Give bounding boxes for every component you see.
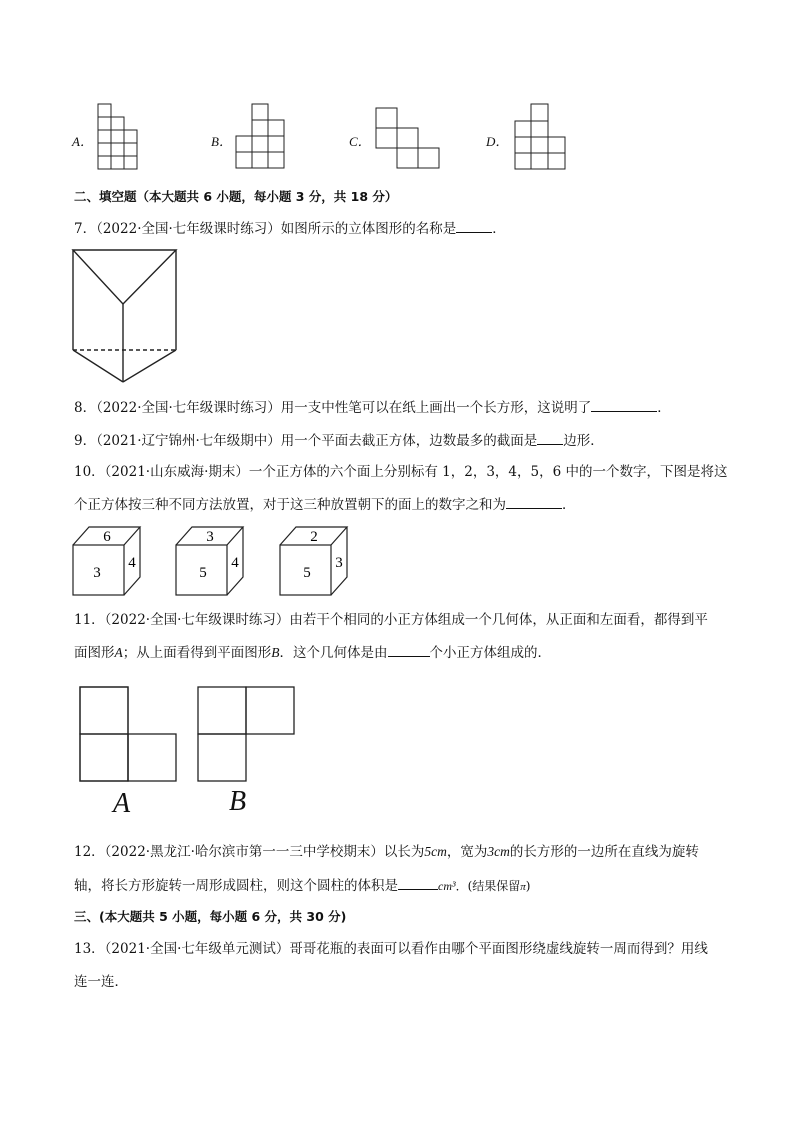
q9-answer-blank[interactable] bbox=[537, 431, 563, 445]
q8-end: ． bbox=[657, 400, 671, 416]
q11-text-b: ；从上面看得到平面图形 bbox=[122, 645, 272, 661]
option-d-label: D． bbox=[486, 134, 509, 149]
q11-text-a: 面图形 bbox=[74, 645, 115, 661]
question-10-line-1: 10．（2021·山东威海·期末）一个正方体的六个面上分别标有 1，2，3，4，5，6 中的一个数字，下图是将这 bbox=[74, 464, 728, 480]
cube-3-top: 2 bbox=[310, 529, 318, 545]
option-a-figure bbox=[96, 103, 152, 169]
option-b-figure bbox=[236, 103, 296, 169]
q10-text: 个正方体按三种不同方法放置，对于这三种放置朝下的面上的数字之和为 bbox=[74, 497, 506, 513]
figure-b-grid-lower bbox=[197, 733, 249, 783]
q12-text-b: ，宽为 bbox=[446, 844, 488, 860]
cube-2-front: 5 bbox=[199, 565, 207, 581]
q10-end: ． bbox=[562, 497, 576, 513]
q7-text: 7．（2022·全国·七年级课时练习）如图所示的立体图形的名称是 bbox=[74, 221, 457, 237]
option-d-figure bbox=[515, 103, 571, 169]
q8-answer-blank[interactable] bbox=[591, 398, 657, 412]
question-10-line-2 bbox=[74, 495, 576, 514]
q12-answer-blank[interactable] bbox=[398, 876, 438, 890]
cube-3-front: 5 bbox=[303, 565, 311, 581]
option-a-label: A． bbox=[72, 134, 93, 149]
q10-answer-blank[interactable] bbox=[506, 495, 562, 509]
cube-1-front: 3 bbox=[93, 565, 101, 581]
figure-b-grid bbox=[197, 686, 297, 738]
section-2-heading: 二、填空题（本大题共 6 小题，每小题 3 分，共 18 分） bbox=[74, 189, 398, 204]
triangular-prism-figure bbox=[70, 246, 180, 386]
q12-text-c: 的长方形的一边所在直线为旋转 bbox=[509, 844, 699, 860]
q12-unit: cm³ bbox=[438, 879, 456, 893]
figure-b-label: B bbox=[229, 786, 247, 817]
q12-pi: π bbox=[520, 881, 526, 893]
q11-text-c: ．这个几何体是由 bbox=[279, 645, 388, 661]
cube-3 bbox=[279, 525, 349, 597]
section-3-heading: 三、(本大题共 5 小题，每小题 6 分，共 30 分) bbox=[74, 909, 347, 924]
question-8 bbox=[74, 398, 671, 417]
cube-1 bbox=[72, 525, 142, 597]
q11-text-d: 个小正方体组成的． bbox=[429, 645, 551, 661]
q11-answer-blank[interactable] bbox=[388, 643, 430, 657]
cube-2-top: 3 bbox=[206, 529, 214, 545]
q9-end: 边形． bbox=[563, 433, 604, 449]
cube-2-side: 4 bbox=[231, 555, 239, 571]
option-c-label: C． bbox=[349, 134, 371, 149]
q11-var-b: B bbox=[271, 645, 280, 660]
q7-answer-blank[interactable] bbox=[456, 219, 492, 233]
q9-text: 9．（2021·辽宁锦州·七年级期中）用一个平面去截正方体，边数最多的截面是 bbox=[74, 433, 538, 449]
q12-length: 5cm bbox=[424, 844, 447, 859]
question-12-line-1 bbox=[74, 843, 699, 861]
question-13-line-1: 13．（2021·全国·七年级单元测试）哥哥花瓶的表面可以看作由哪个平面图形绕虚线旋转一周而得到？用线 bbox=[74, 941, 708, 957]
cube-3-side: 3 bbox=[335, 555, 343, 571]
cube-2 bbox=[175, 525, 245, 597]
figure-a-grid bbox=[79, 686, 179, 782]
q12-text-a: 12．（2022·黑龙江·哈尔滨市第一一三中学校期末）以长为 bbox=[74, 844, 425, 860]
q12-text-e: ．(结果保留 bbox=[455, 879, 521, 893]
q11-var-a: A bbox=[114, 645, 123, 660]
question-9 bbox=[74, 431, 604, 450]
q12-width: 3cm bbox=[487, 844, 510, 859]
figure-a-label: A bbox=[113, 788, 131, 819]
question-11-line-2 bbox=[74, 643, 551, 662]
q12-text-d: 轴，将长方形旋转一周形成圆柱，则这个圆柱的体积是 bbox=[74, 878, 398, 894]
q8-text: 8．（2022·全国·七年级课时练习）用一支中性笔可以在纸上画出一个长方形，这说明了 bbox=[74, 400, 592, 416]
cube-1-top: 6 bbox=[103, 529, 111, 545]
question-12-line-2 bbox=[74, 876, 530, 896]
q7-end: ． bbox=[492, 221, 506, 237]
option-b-label: B． bbox=[211, 134, 232, 149]
question-11-line-1: 11．（2022·全国·七年级课时练习）由若干个相同的小正方体组成一个几何体，从正面和左面看，都得到平 bbox=[74, 612, 708, 628]
q12-text-f: ) bbox=[525, 879, 531, 893]
question-7 bbox=[74, 219, 506, 238]
option-c-figure bbox=[375, 107, 441, 169]
question-13-line-2: 连一连． bbox=[74, 974, 128, 990]
cube-1-side: 4 bbox=[128, 555, 136, 571]
